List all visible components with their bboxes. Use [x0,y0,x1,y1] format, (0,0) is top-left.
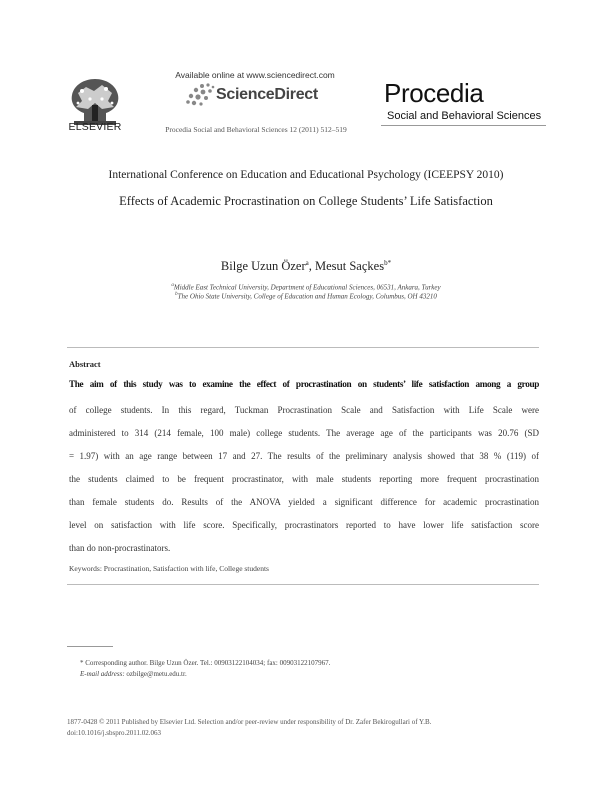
procedia-logo: Procedia [384,78,484,108]
conference-name: International Conference on Education and Educational Psychology (ICEEPSY 2010) [108,169,504,181]
abstract-line: level on satisfaction with life score. Specifically, procrastinators reported to have lower life satisfaction score [69,520,539,530]
affiliation-marker: a [171,283,174,288]
procedia-underline [381,125,546,126]
keywords [69,564,269,573]
abstract-line: The aim of this study was to examine the effect of procrastination on students’ life satisfaction among a group [69,379,539,389]
keywords-text: Procrastination, Satisfaction with life, College students [103,564,269,573]
author-list [0,259,612,274]
footnote-rule [67,646,113,647]
abstract-bottom-rule [67,584,539,585]
author-name: Bilge Uzun Özer [220,259,306,274]
affiliation-text: Middle East Technical University, Department of Educational Sciences, 06531, Ankara, Turkey [173,283,441,292]
email-address[interactable]: ozbilge@metu.edu.tr. [126,670,187,678]
affiliation [0,283,612,291]
abstract-heading: Abstract [69,359,101,369]
paper-title: Effects of Academic Procrastination on College Students’ Life Satisfaction [119,194,493,208]
abstract-line: than do non-procrastinators. [69,543,171,553]
corresponding-author-note: * Corresponding author. Bilge Uzun Özer. Tel.: 00903122104034; fax: 00903122107967. [80,659,331,667]
author-separator: , [308,259,315,274]
abstract-line: administered to 314 (214 female, 100 male) college students. The average age of the participants was 20.76 (SD [69,428,539,438]
abstract-line: = 1.97) with an age range between 17 and 27. The results of the preliminary analysis showed that 38 % (119) of [69,451,539,461]
email-label: E-mail address: [80,670,125,678]
abstract-top-rule [67,347,539,348]
affiliation [0,292,612,300]
doi-line[interactable]: doi:10.1016/j.sbspro.2011.02.063 [67,729,162,737]
author-affil-marker: a [305,259,309,267]
available-online-text[interactable]: Available online at www.sciencedirect.com [175,70,335,80]
abstract-line: of college students. In this regard, Tuckman Procrastination Scale and Satisfaction with Life Scale were [69,405,539,415]
author-affil-marker: b* [384,259,392,267]
procedia-subtitle: Social and Behavioral Sciences [387,110,542,122]
publisher-name: ELSEVIER [68,121,122,133]
sciencedirect-logo: ScienceDirect [216,86,318,103]
copyright-line: 1877-0428 © 2011 Published by Elsevier Ltd. Selection and/or peer-review under responsibility of Dr. Zafer Bekirogullari of Y.B. [67,718,432,726]
email-note [80,670,187,678]
journal-citation: Procedia Social and Behavioral Sciences 12 (2011) 512–519 [165,125,347,134]
abstract-line: than female students do. Results of the ANOVA yielded a significant difference for academic procrastination [69,497,539,507]
sciencedirect-dots-icon [182,82,218,108]
keywords-label: Keywords: [69,564,102,573]
author-name: Mesut Saçkes [314,259,385,274]
affiliation-text: The Ohio State University, College of Education and Human Ecology, Columbus, OH 43210 [177,292,437,301]
affiliation-marker: b [175,292,178,297]
abstract-line: the students claimed to be frequent procrastinator, with male students reporting more frequent procrastination [69,474,539,484]
